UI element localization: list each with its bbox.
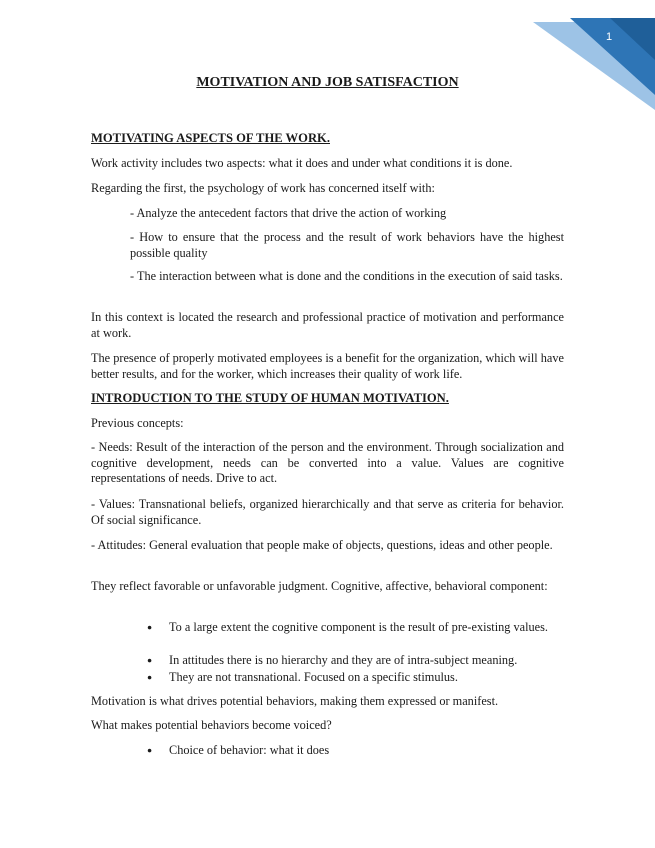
paragraph: Motivation is what drives potential behaviors, making them expressed or manifest. — [91, 694, 499, 708]
document-title: MOTIVATION AND JOB SATISFACTION — [196, 75, 459, 90]
bullet-item: ● To a large extent the cognitive component is the result of pre-existing values. — [169, 620, 564, 636]
paragraph: Regarding the first, the psychology of work has concerned itself with: — [91, 181, 435, 195]
paragraph: The presence of properly motivated employees is a benefit for the organization, which will have better results, and for the worker, which increases their quality of work life. — [91, 351, 564, 381]
section-heading-motivating-aspects: MOTIVATING ASPECTS OF THE WORK. — [91, 131, 330, 145]
paragraph: Previous concepts: — [91, 416, 184, 430]
corner-decoration — [515, 0, 655, 110]
paragraph-needs: - Needs: Result of the interaction of the person and the environment. Through socialization and cognitive development, needs can be converted into a value. Values are cognitive representations of needs. Drive to act. — [91, 440, 564, 485]
paragraph: They reflect favorable or unfavorable judgment. Cognitive, affective, behavioral component: — [91, 579, 548, 593]
bullet-item: ● In attitudes there is no hierarchy and they are of intra-subject meaning. — [169, 653, 564, 669]
paragraph-attitudes: - Attitudes: General evaluation that people make of objects, questions, ideas and other people. — [91, 538, 553, 552]
section-heading-human-motivation: INTRODUCTION TO THE STUDY OF HUMAN MOTIVATION. — [91, 391, 449, 405]
list-item: - The interaction between what is done and the conditions in the execution of said tasks. — [130, 269, 563, 283]
paragraph-values: - Values: Transnational beliefs, organized hierarchically and that serve as criteria for behavior. Of social significance. — [91, 497, 564, 527]
bullet-item: ● They are not transnational. Focused on a specific stimulus. — [169, 670, 564, 686]
paragraph: Work activity includes two aspects: what it does and under what conditions it is done. — [91, 156, 513, 170]
paragraph: What makes potential behaviors become voiced? — [91, 718, 332, 732]
list-item: - Analyze the antecedent factors that drive the action of working — [130, 206, 447, 220]
page-number: 1 — [606, 31, 613, 43]
list-item: - How to ensure that the process and the result of work behaviors have the highest possible quality — [130, 230, 564, 260]
paragraph: In this context is located the research and professional practice of motivation and performance at work. — [91, 310, 564, 340]
bullet-item: ● Choice of behavior: what it does — [169, 743, 564, 759]
